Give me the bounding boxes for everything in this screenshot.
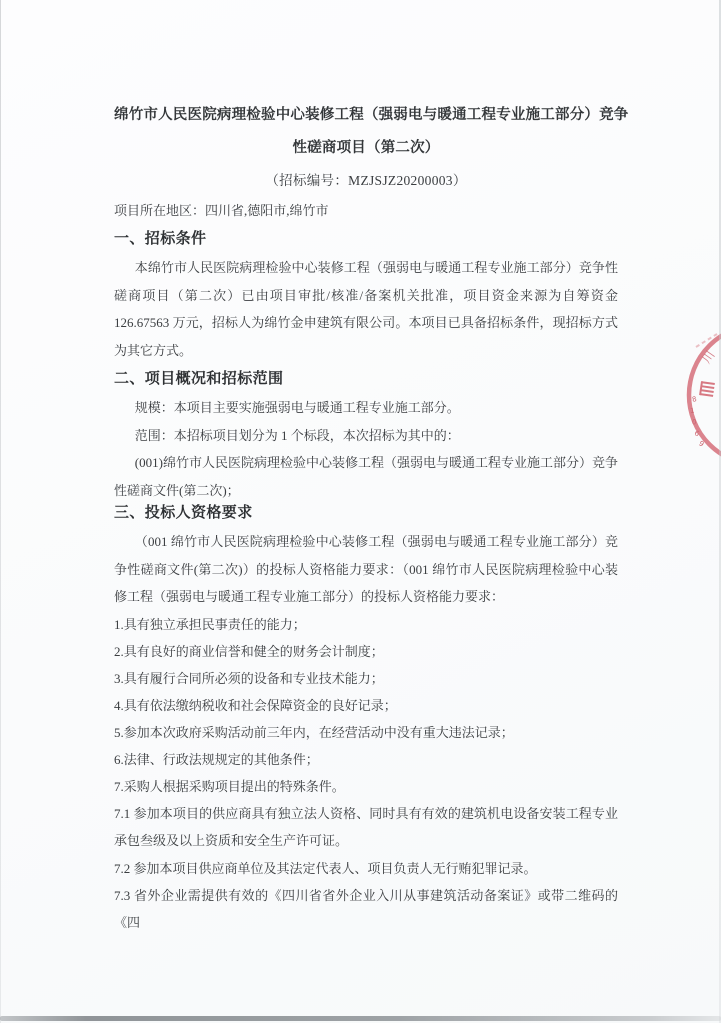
scan-bottom-edge bbox=[0, 1016, 721, 1021]
seal-bars-glyph bbox=[699, 381, 715, 397]
project-location: 项目所在地区：四川省,德阳市,绵竹市 bbox=[114, 203, 329, 218]
section-1-paragraph: 本绵竹市人民医院病理检验中心装修工程（强弱电与暖通工程专业施工部分）竞争性磋商项目（第二次）已由项目审批/核准/备案机关批准，项目资金来源为自筹资金 126.67563 万元，招标人为绵竹金申建筑有限公司。本项目已具备招标条件，现招标方式为其它方式。 bbox=[114, 260, 618, 358]
requirement-item-2: 2.具有良好的商业信誉和健全的财务会计制度； bbox=[114, 643, 384, 659]
seal-character: 川 bbox=[699, 348, 718, 367]
sub-requirement-7-1: 7.1 参加本项目的供应商具有独立法人资格、同时具有有效的建筑机电设备安装工程专业承包叁级及以上资质和安全生产许可证。 bbox=[114, 805, 618, 848]
seal-digit: 1 bbox=[689, 406, 695, 415]
tender-number: （招标编号：MZJSJZ20200003） bbox=[265, 173, 467, 188]
requirement-item-4: 4.具有依法缴纳税收和社会保障资金的良好记录； bbox=[114, 697, 397, 713]
page-title-line-2: 性磋商项目（第二次） bbox=[292, 140, 440, 156]
page-title-line-1: 绵竹市人民医院病理检验中心装修工程（强弱电与暖通工程专业施工部分）竞争 bbox=[114, 107, 629, 123]
requirement-item-5: 5.参加本次政府采购活动前三年内，在经营活动中没有重大违法记录； bbox=[114, 724, 514, 740]
requirement-item-6: 6.法律、行政法规规定的其他条件； bbox=[114, 751, 319, 767]
section-heading-2: 二、项目概况和招标范围 bbox=[114, 371, 284, 387]
document-content bbox=[114, 99, 629, 936]
scan-left-edge bbox=[0, 0, 1, 1023]
project-scale-line: 规模：本项目主要实施强弱电与暖通工程专业施工部分。 bbox=[134, 400, 460, 415]
seal-digit: 6 bbox=[693, 429, 701, 439]
seal-digit: 0 bbox=[691, 418, 697, 427]
section-heading-1: 一、招标条件 bbox=[114, 231, 207, 247]
requirement-item-1: 1.具有独立承担民事责任的能力； bbox=[114, 616, 306, 632]
project-scope-line: 范围：本招标项目划分为 1 个标段，本次招标为其中的： bbox=[134, 427, 460, 443]
section-heading-3: 三、投标人资格要求 bbox=[114, 505, 253, 521]
seal-digit: 8 bbox=[691, 395, 698, 404]
lot-description-line: (001)绵竹市人民医院病理检验中心装修工程（强弱电与暖通工程专业施工部分）竞争性磋商文件(第二次)； bbox=[114, 455, 618, 498]
sub-requirement-7-3: 7.3 省外企业需提供有效的《四川省省外企业入川从事建筑活动备案证》或带二维码的《四 bbox=[114, 887, 618, 930]
requirement-item-7: 7.采购人根据采购项目提出的特殊条件。 bbox=[114, 778, 345, 794]
seal-digit: 9 bbox=[697, 439, 706, 449]
requirement-item-3: 3.具有履行合同所必须的设备和专业技术能力； bbox=[114, 670, 384, 686]
sub-requirement-7-2: 7.2 参加本项目供应商单位及其法定代表人、项目负责人无行贿犯罪记录。 bbox=[114, 860, 537, 876]
section-3-intro: （001 绵竹市人民医院病理检验中心装修工程（强弱电与暖通工程专业施工部分）竞争性磋商文件(第二次)）的投标人资格能力要求：（001 绵竹市人民医院病理检验中心装修工程（强弱电与暖通工程专业施工部分）的投标人资格能力要求： bbox=[114, 534, 618, 604]
red-seal-icon bbox=[660, 322, 721, 472]
